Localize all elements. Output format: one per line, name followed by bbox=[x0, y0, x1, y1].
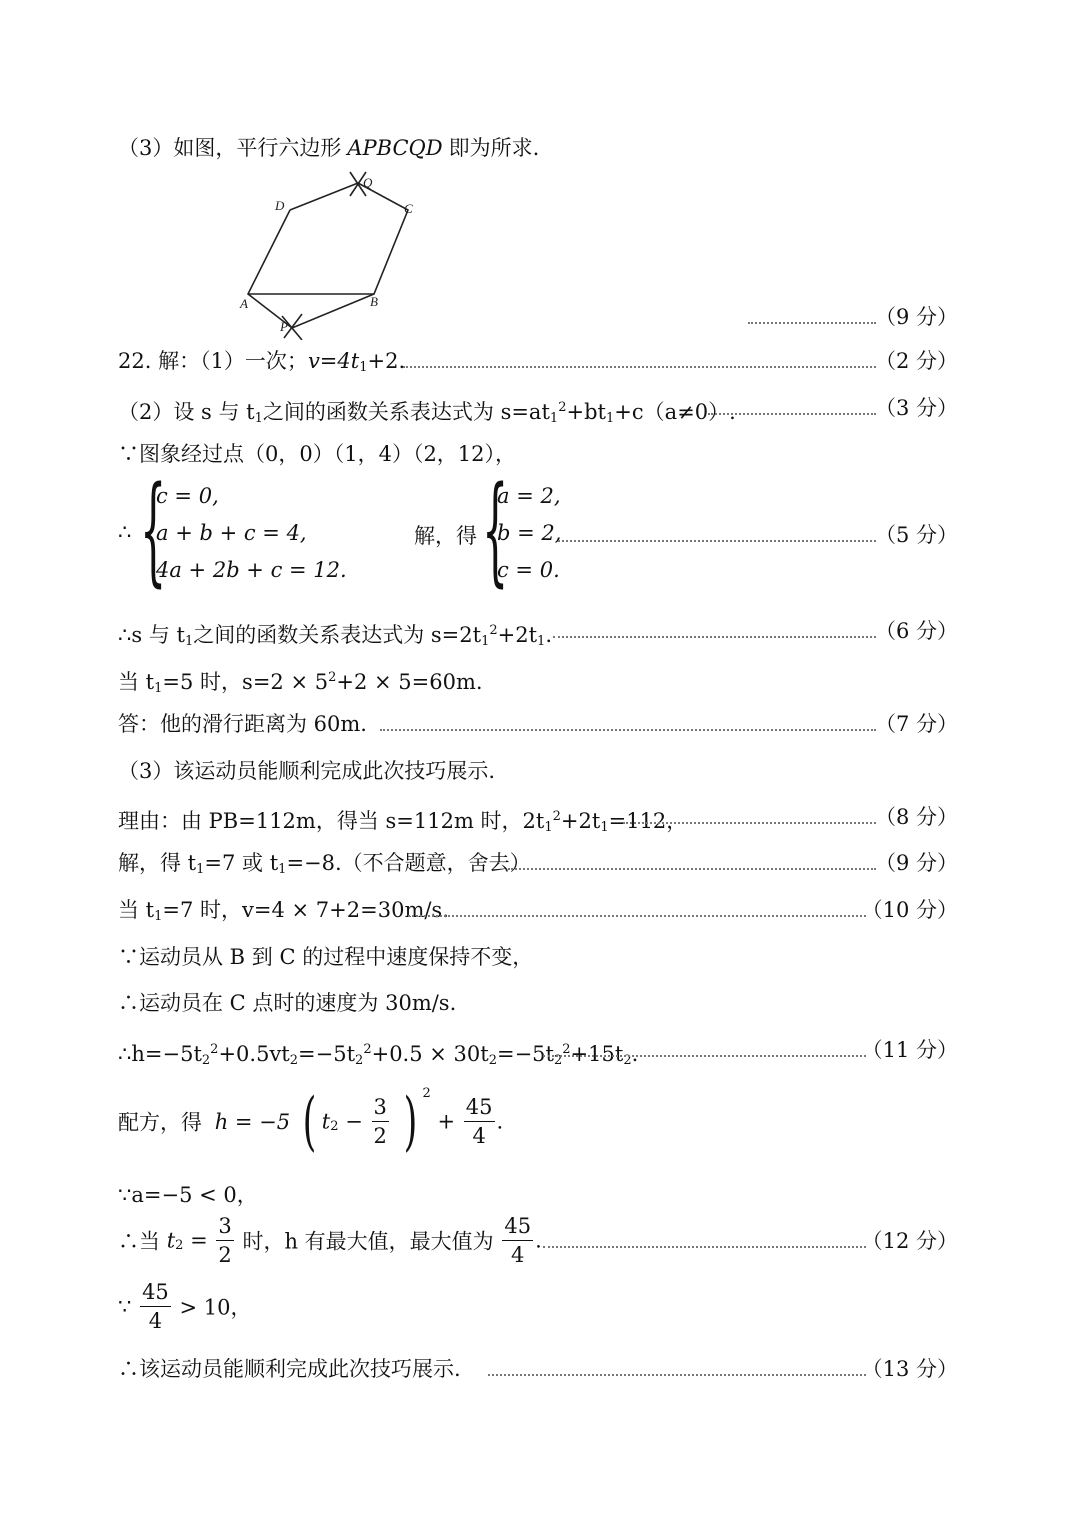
label-a: A bbox=[240, 296, 248, 311]
q22-line16: ∵a=−5 < 0， bbox=[118, 1183, 258, 1207]
q22-line15: 配方，得 h = −5 ( $t_2$ − $\frac{3}{2}$ ) $^2$ + $\frac{45}{4}$ . bbox=[118, 1084, 504, 1159]
q22-line12: ∵运动员从 B 到 C 的过程中速度保持不变， bbox=[118, 945, 534, 969]
label-q: Q bbox=[363, 175, 373, 190]
q22-line9: 理由：由 PB=112m，得当 s=112m 时，$2t_1^2+2t_1=112$， （8 分） bbox=[118, 800, 958, 834]
q22-line6: 当 $t_1=5$ 时，$s=2 \times 5^2+2 \times 5=60m$. bbox=[118, 670, 483, 696]
q22-line1: 22. 解：（1）一次；$v=4t_1+2$. （2 分） bbox=[118, 344, 958, 378]
label-b: B bbox=[370, 294, 378, 309]
q22-line2: （2）设 s 与 $t_1$之间的函数关系表达式为 $s=at_1^2+bt_1+c(a\ne 0)$. （3 分） bbox=[118, 391, 958, 425]
label-c: C bbox=[404, 201, 413, 216]
q22-line8: （3）该运动员能顺利完成此次技巧展示. bbox=[118, 759, 496, 783]
q22-line5: ∴s 与 $t_1$之间的函数关系表达式为 $s=2t_1^2+2t_1$. （6 分） bbox=[118, 614, 958, 648]
score-line-9: （9 分） bbox=[118, 300, 958, 334]
q22-line19: ∴该运动员能顺利完成此次技巧展示. （13 分） bbox=[118, 1352, 958, 1386]
q22-line3: ∵图象经过点（0，0）（1，4）（2，12）， bbox=[118, 442, 517, 466]
score-line-12: （12 分） bbox=[118, 1224, 958, 1258]
label-p: P bbox=[280, 319, 288, 334]
q22-line17: ∴当 $t_2$ = $\frac{3}{2}$ 时，h 有最大值，最大值为 $\frac{45}{4}$ . bbox=[118, 1214, 542, 1267]
q22-line13: ∴运动员在 C 点时的速度为 30m/s. bbox=[118, 991, 457, 1015]
part3-heading: （3）如图，平行六边形 APBCQD 即为所求. bbox=[118, 136, 540, 160]
q22-line11: 当 $t_1=7$ 时，v=4 × 7+2=30m/s. （10 分） bbox=[118, 893, 958, 927]
label-d: D bbox=[275, 198, 285, 213]
q22-line7: 答：他的滑行距离为 60m. （7 分） bbox=[118, 707, 958, 741]
q22-line14: $\therefore h=-5t_2^2+0.5vt_2=-5t_2^2+0.5 \times 30t_2=-5t_2^2+15t_2$. （11 分） bbox=[118, 1033, 958, 1067]
q22-line18: ∵ $\frac{45}{4}$ > 10， bbox=[118, 1280, 252, 1333]
q22-line10: 解，得 $t_1=7$ 或 $t_1=-8$.（不合题意，舍去） （9 分） bbox=[118, 846, 958, 880]
